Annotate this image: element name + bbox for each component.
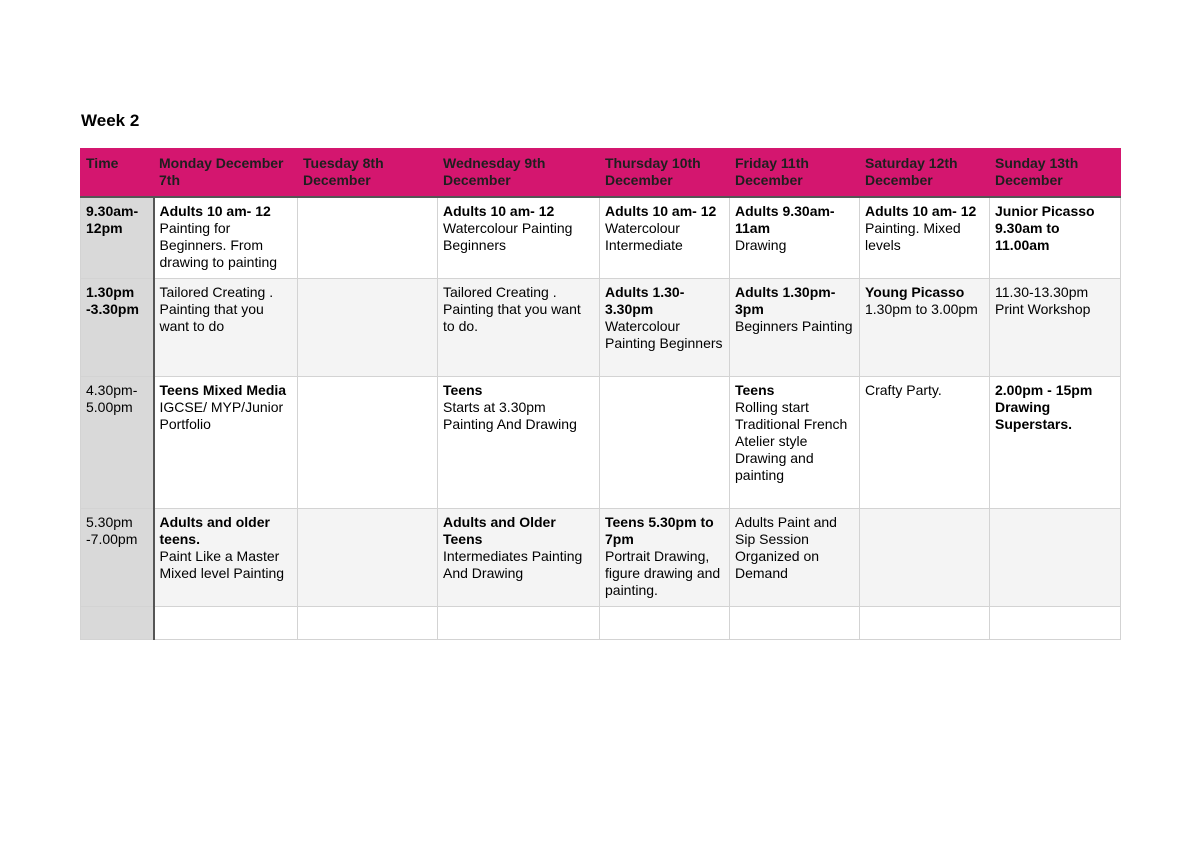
session-cell-monday: [154, 377, 298, 509]
session-description: 1.30pm to 3.00pm: [865, 301, 978, 317]
session-title: Teens: [735, 382, 775, 398]
time-label: 1.30pm -3.30pm: [86, 284, 139, 317]
header-sunday: Sunday 13th December: [990, 149, 1121, 198]
session-title: Adults and Older Teens: [443, 514, 556, 547]
session-title: Adults and older teens.: [159, 514, 270, 547]
session-cell-monday: [154, 607, 298, 640]
session-title: Adults 10 am- 12: [605, 203, 717, 219]
session-cell-thursday: [600, 197, 730, 279]
session-description: Watercolour Painting Beginners: [605, 318, 723, 351]
page-title: Week 2: [81, 111, 140, 130]
session-description: Paint Like a Master Mixed level Painting: [159, 548, 285, 581]
session-cell-monday: [154, 279, 298, 377]
session-description: Watercolour Painting Beginners: [443, 220, 573, 253]
session-description: Portrait Drawing, figure drawing and painting.: [605, 548, 721, 598]
session-cell-friday: [730, 279, 860, 377]
session-cell-saturday: [860, 197, 990, 279]
session-cell-thursday: [600, 607, 730, 640]
time-label: 4.30pm-5.00pm: [86, 382, 138, 415]
session-cell-thursday: [600, 279, 730, 377]
session-description: Starts at 3.30pm Painting And Drawing: [443, 399, 577, 432]
session-cell-tuesday: [298, 607, 438, 640]
table-row: [81, 509, 1121, 607]
session-cell-wednesday: [438, 279, 600, 377]
header-monday: Monday December 7th: [154, 149, 298, 198]
session-cell-friday: [730, 197, 860, 279]
session-cell-wednesday: [438, 197, 600, 279]
session-cell-tuesday: [298, 377, 438, 509]
time-cell: [81, 377, 154, 509]
time-cell: [81, 279, 154, 377]
header-thursday: Thursday 10th December: [600, 149, 730, 198]
session-title: Adults 10 am- 12: [159, 203, 271, 219]
session-cell-sunday: [990, 377, 1121, 509]
session-cell-saturday: [860, 607, 990, 640]
session-title: Young Picasso: [865, 284, 965, 300]
session-cell-sunday: [990, 607, 1121, 640]
time-cell: [81, 197, 154, 279]
header-time: Time: [81, 149, 154, 198]
session-cell-sunday: [990, 509, 1121, 607]
session-cell-thursday: [600, 377, 730, 509]
session-cell-wednesday: [438, 377, 600, 509]
time-label: 9.30am-12pm: [86, 203, 139, 236]
session-description: Tailored Creating . Painting that you want to do.: [443, 284, 581, 334]
session-description: IGCSE/ MYP/Junior Portfolio: [159, 399, 284, 432]
session-title: Adults 1.30-3.30pm: [605, 284, 685, 317]
session-cell-wednesday: [438, 509, 600, 607]
session-title: Adults 10 am- 12: [865, 203, 977, 219]
header-tuesday: Tuesday 8th December: [298, 149, 438, 198]
session-cell-monday: [154, 509, 298, 607]
session-description: Rolling start Traditional French Atelier style Drawing and painting: [735, 399, 848, 483]
time-cell: [81, 509, 154, 607]
time-cell: [81, 607, 154, 640]
session-description: Beginners Painting: [735, 318, 853, 334]
session-description: Drawing: [735, 237, 787, 253]
session-title: Adults 9.30am-11am: [735, 203, 835, 236]
session-cell-friday: [730, 377, 860, 509]
session-cell-sunday: [990, 197, 1121, 279]
session-cell-sunday: [990, 279, 1121, 377]
session-description: 11.30-13.30pm Print Workshop: [995, 284, 1091, 317]
session-cell-saturday: [860, 279, 990, 377]
session-cell-friday: [730, 607, 860, 640]
header-wednesday: Wednesday 9th December: [438, 149, 600, 198]
session-cell-tuesday: [298, 509, 438, 607]
session-description: Adults Paint and Sip Session Organized on Demand: [735, 514, 837, 581]
table-row: [81, 197, 1121, 279]
session-cell-tuesday: [298, 279, 438, 377]
session-title: Teens 5.30pm to 7pm: [605, 514, 714, 547]
session-cell-wednesday: [438, 607, 600, 640]
table-row: [81, 377, 1121, 509]
session-description: Crafty Party.: [865, 382, 942, 398]
session-description: Tailored Creating . Painting that you want to do: [159, 284, 274, 334]
header-friday: Friday 11th December: [730, 149, 860, 198]
session-cell-saturday: [860, 377, 990, 509]
session-cell-thursday: [600, 509, 730, 607]
session-description: Watercolour Intermediate: [605, 220, 683, 253]
session-title: Junior Picasso 9.30am to 11.00am: [995, 203, 1095, 253]
table-row: [81, 607, 1121, 640]
schedule-table: [80, 148, 1121, 640]
table-row: [81, 279, 1121, 377]
session-title: Adults 10 am- 12: [443, 203, 555, 219]
session-cell-tuesday: [298, 197, 438, 279]
header-row: [81, 149, 1121, 198]
session-cell-friday: [730, 509, 860, 607]
session-cell-saturday: [860, 509, 990, 607]
session-description: Painting for Beginners. From drawing to painting: [159, 220, 278, 270]
time-label: 5.30pm -7.00pm: [86, 514, 138, 547]
session-cell-monday: [154, 197, 298, 279]
session-description: Painting. Mixed levels: [865, 220, 961, 253]
header-saturday: Saturday 12th December: [860, 149, 990, 198]
session-title: Teens Mixed Media: [159, 382, 287, 398]
session-description: Intermediates Painting And Drawing: [443, 548, 583, 581]
session-title: Teens: [443, 382, 483, 398]
session-title: 2.00pm - 15pm Drawing Superstars.: [995, 382, 1093, 432]
session-title: Adults 1.30pm-3pm: [735, 284, 836, 317]
